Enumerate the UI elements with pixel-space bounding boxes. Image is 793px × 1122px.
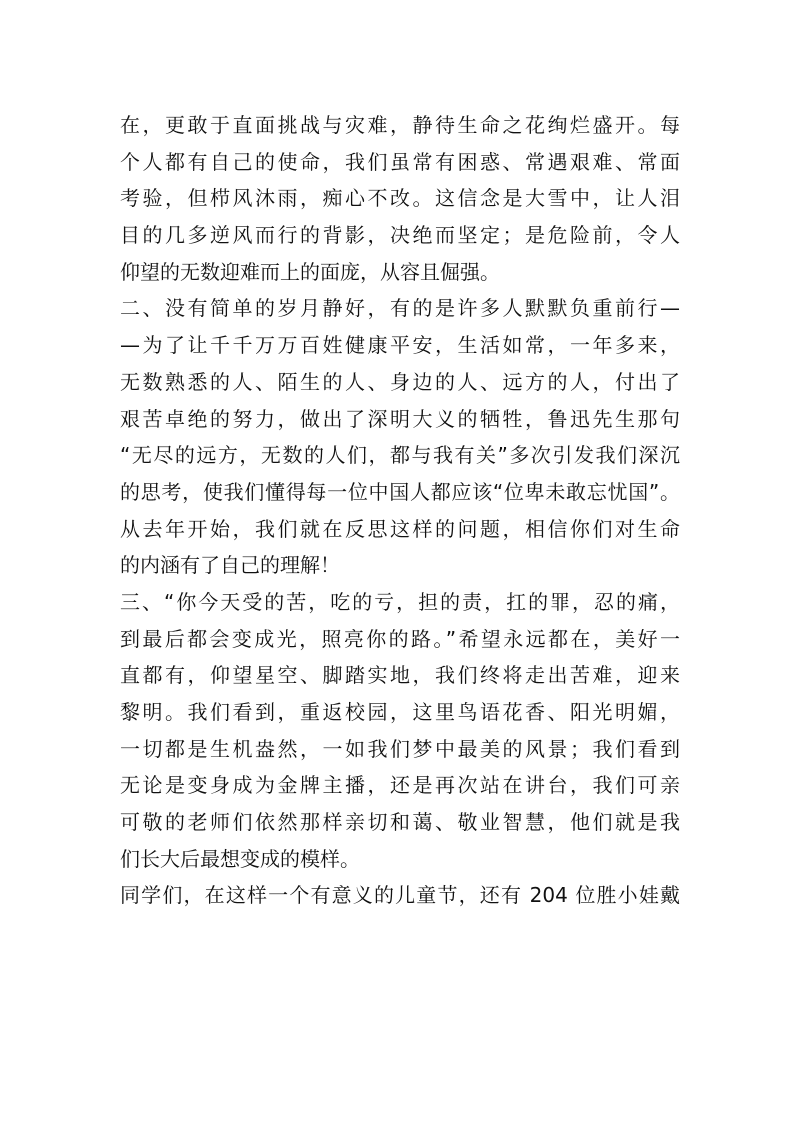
text-line: —为了让千千万万百姓健康平安，生活如常，一年多来， (120, 333, 680, 358)
text-line: 无论是变身成为金牌主播，还是再次站在讲台，我们可亲 (120, 773, 680, 798)
text-line: 同学们，在这样一个有意义的儿童节，还有 204 位胜小娃戴 (120, 883, 680, 908)
text-line: 一切都是生机盎然，一如我们梦中最美的风景；我们看到 (120, 736, 680, 761)
text-line: 直都有，仰望星空、脚踏实地，我们终将走出苦难，迎来 (120, 663, 680, 688)
text-line: 黎明。我们看到，重返校园，这里鸟语花香、阳光明媚， (120, 700, 680, 724)
text-line: 在，更敢于直面挑战与灾难，静待生命之花绚烂盛开。每 (120, 113, 680, 137)
text-line: 艰苦卓绝的努力，做出了深明大义的牺牲，鲁迅先生那句 (120, 406, 680, 431)
text-line: 考验，但栉风沐雨，痴心不改。这信念是大雪中，让人泪 (120, 186, 680, 211)
text-line: 的思考，使我们懂得每一位中国人都应该“位卑未敢忘忧国”。 (120, 479, 680, 504)
text-line: 仰望的无数迎难而上的面庞，从容且倔强。 (120, 259, 500, 284)
text-line: 的内涵有了自己的理解！ (120, 553, 340, 578)
document-body (120, 107, 680, 914)
text-line: 个人都有自己的使命，我们虽常有困惑、常遇艰难、常面 (120, 149, 680, 174)
text-line: 可敬的老师们依然那样亲切和蔼、敬业智慧，他们就是我 (120, 810, 680, 835)
text-line: 到最后都会变成光，照亮你的路。”希望永远都在，美好一 (120, 626, 680, 651)
text-line: 三、“你今天受的苦，吃的亏，担的责，扛的罪，忍的痛， (120, 589, 680, 614)
text-line: 二、没有简单的岁月静好，有的是许多人默默负重前行— (120, 296, 680, 321)
text-line: 们长大后最想变成的模样。 (120, 846, 360, 871)
text-line: 从去年开始，我们就在反思这样的问题，相信你们对生命 (120, 516, 680, 541)
text-line: “无尽的远方，无数的人们，都与我有关”多次引发我们深沉 (120, 443, 680, 468)
text-line: 目的几多逆风而行的背影，决绝而坚定；是危险前，令人 (120, 223, 680, 248)
text-line: 无数熟悉的人、陌生的人、身边的人、远方的人，付出了 (120, 369, 680, 394)
